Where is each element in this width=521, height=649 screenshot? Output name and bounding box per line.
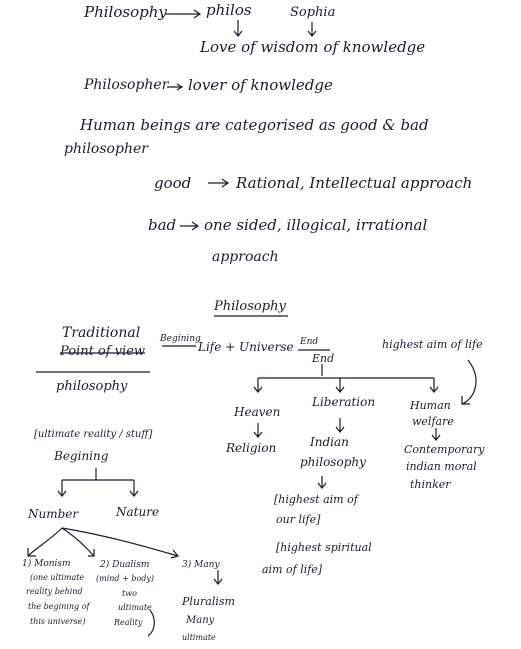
node-nature: Nature (116, 505, 160, 519)
dualism-line-1: (mind + body) (96, 574, 155, 583)
node-heaven: Heaven (234, 405, 281, 419)
label-life-universe: Life + Universe (198, 340, 294, 354)
word-bad: bad (148, 216, 177, 234)
monism-line-2: reality behind (26, 587, 83, 596)
word-philos: philos (206, 1, 252, 19)
label-philosophy-left: philosophy (56, 379, 128, 394)
label-ultimate-reality: [ultimate reality / stuff] (34, 429, 153, 440)
word-approach: approach (212, 249, 279, 265)
node-liberation: Liberation (312, 395, 376, 409)
dualism-line-3: ultimate (118, 603, 152, 612)
line-bad-description: one sided, illogical, irrational (204, 216, 428, 234)
label-begining: Begining (160, 334, 201, 344)
label-highest-aim-bracket: [highest aim of (274, 493, 358, 506)
dualism-line-2: two (122, 589, 137, 598)
node-monism: 1) Monism (22, 559, 71, 569)
node-contemporary: Contemporary (404, 443, 485, 456)
pluralism-many: Many (186, 615, 215, 626)
label-begining-2: Begining (54, 449, 109, 463)
word-philosopher-2: philosopher (64, 141, 148, 157)
label-highest-aim-of-life: highest aim of life (382, 338, 483, 351)
node-indian: Indian (310, 435, 349, 449)
arrow-philosopher-lover (167, 84, 182, 90)
pluralism-ultimate: ultimate (182, 633, 216, 642)
label-highest-spiritual: [highest spiritual (276, 541, 372, 554)
node-pluralism: Pluralism (182, 595, 235, 608)
label-end: End (300, 337, 319, 347)
diagram-title: Philosophy (214, 299, 286, 314)
monism-line-3: the begining of (28, 602, 90, 611)
line-human-beings: Human beings are categorised as good & bad (80, 116, 429, 134)
line-lover-of-knowledge: lover of knowledge (188, 76, 333, 94)
line-good-description: Rational, Intellectual approach (236, 174, 473, 192)
arrow-bad (180, 222, 198, 230)
node-human: Human (410, 399, 451, 412)
node-number: Number (28, 507, 79, 521)
word-philosopher: Philosopher (84, 77, 169, 93)
dualism-line-4: Reality (114, 618, 143, 627)
label-point-of-view: Point of view (60, 344, 146, 359)
label-our-life: our life] (276, 513, 321, 526)
node-indian-moral: indian moral (406, 460, 477, 473)
monism-line-1: (one ultimate (30, 573, 85, 582)
word-sophia: Sophia (290, 5, 336, 20)
monism-line-4: this universe) (30, 617, 86, 626)
node-philosophy-indian: philosophy (300, 455, 366, 469)
highest-aim-curve-arrow (462, 360, 476, 404)
label-end-2: End (312, 352, 335, 365)
node-welfare: welfare (412, 415, 454, 428)
word-good: good (154, 174, 192, 192)
line-love-of-wisdom: Love of wisdom of knowledge (200, 38, 426, 56)
arrow-good (208, 179, 228, 187)
node-dualism: 2) Dualism (100, 560, 150, 570)
node-religion: Religion (226, 441, 277, 455)
word-philosophy: Philosophy (84, 3, 167, 21)
label-traditional: Traditional (62, 325, 141, 341)
label-aim-of-life: aim of life] (262, 563, 323, 576)
arrow-philos-down (234, 20, 242, 36)
arrow-sophia-down (308, 22, 316, 36)
arrow-philosophy-philos (165, 10, 200, 18)
node-thinker: thinker (410, 478, 451, 491)
node-many: 3) Many (182, 560, 220, 570)
